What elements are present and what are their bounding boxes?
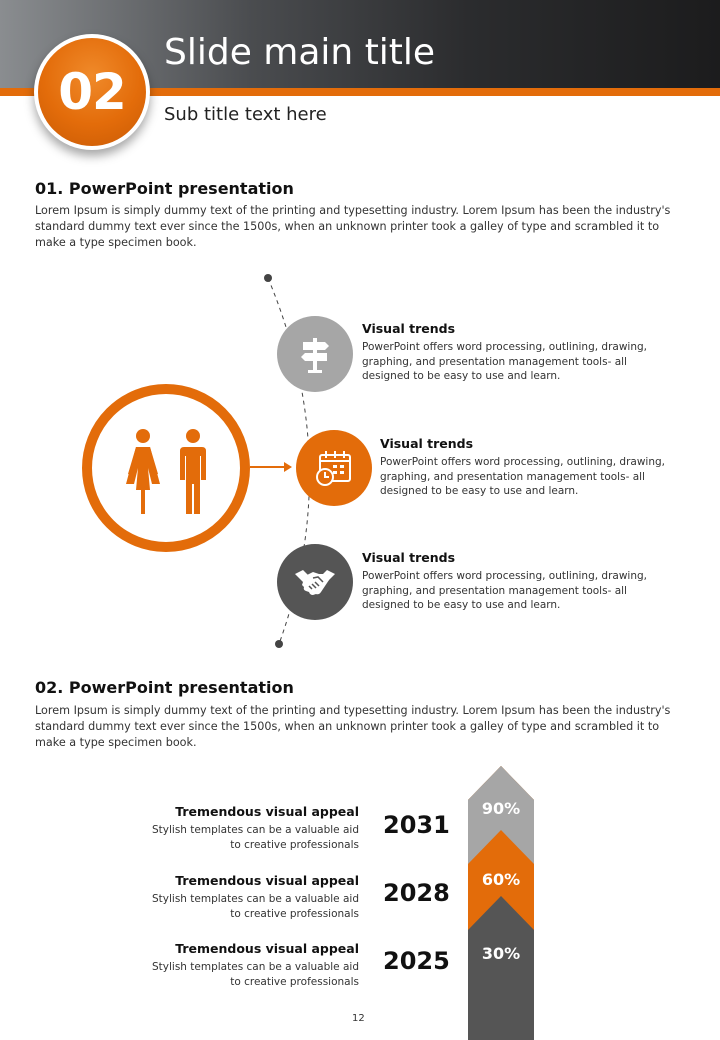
slide-title: Slide main title [164,32,436,73]
handshake-node [277,544,353,620]
connector-arrow-head [284,462,292,472]
percent-label-1: 90% [481,799,521,818]
section-2-heading: 02. PowerPoint presentation [35,678,294,697]
timeline-row-1-year: 2031 [383,811,450,839]
item-1-text: PowerPoint offers word processing, outlining, drawing, graphing, and presentation management tools- all designed to be easy to use and learn. [362,341,647,382]
connector-arrow-line [250,466,286,468]
people-icon [92,394,240,542]
percent-label-3: 30% [481,944,521,963]
calendar-clock-icon [314,448,354,488]
item-3-text: PowerPoint offers word processing, outlining, drawing, graphing, and presentation management tools- all designed to be easy to use and learn. [362,570,647,611]
timeline-row-1-title: Tremendous visual appeal [175,804,359,819]
timeline-row-2-text: Stylish templates can be a valuable aid to creative professionals [152,893,359,920]
item-2-text: PowerPoint offers word processing, outlining, drawing, graphing, and presentation management tools- all designed to be easy to use and learn. [380,456,665,497]
page-number: 12 [352,1013,365,1024]
timeline-row-3-title: Tremendous visual appeal [175,941,359,956]
item-1-title: Visual trends [362,321,456,336]
item-3-title: Visual trends [362,550,456,565]
section-1-body: Lorem Ipsum is simply dummy text of the printing and typesetting industry. Lorem Ipsum has been the industry's standard dummy text ever since the 1500s, when an unknown printer took a galley of type and scrambled it to make a type specimen book. [35,204,671,249]
percent-label-2: 60% [481,870,521,889]
signpost-icon [295,334,335,374]
handshake-icon [293,564,337,600]
section-1-heading: 01. PowerPoint presentation [35,179,294,198]
timeline-row-3-year: 2025 [383,947,450,975]
people-circle [82,384,250,552]
section-2-body: Lorem Ipsum is simply dummy text of the printing and typesetting industry. Lorem Ipsum has been the industry's standard dummy text ever since the 1500s, when an unknown printer took a galley of type and scrambled it to make a type specimen book. [35,704,671,749]
signpost-node [277,316,353,392]
item-2-title: Visual trends [380,436,474,451]
timeline-row-2-title: Tremendous visual appeal [175,873,359,888]
calendar-node [296,430,372,506]
timeline-row-1-text: Stylish templates can be a valuable aid to creative professionals [152,824,359,851]
slide-subtitle: Sub title text here [164,104,327,125]
timeline-row-2-year: 2028 [383,879,450,907]
timeline-row-3-text: Stylish templates can be a valuable aid to creative professionals [152,961,359,988]
slide-number: 02 [38,38,146,146]
